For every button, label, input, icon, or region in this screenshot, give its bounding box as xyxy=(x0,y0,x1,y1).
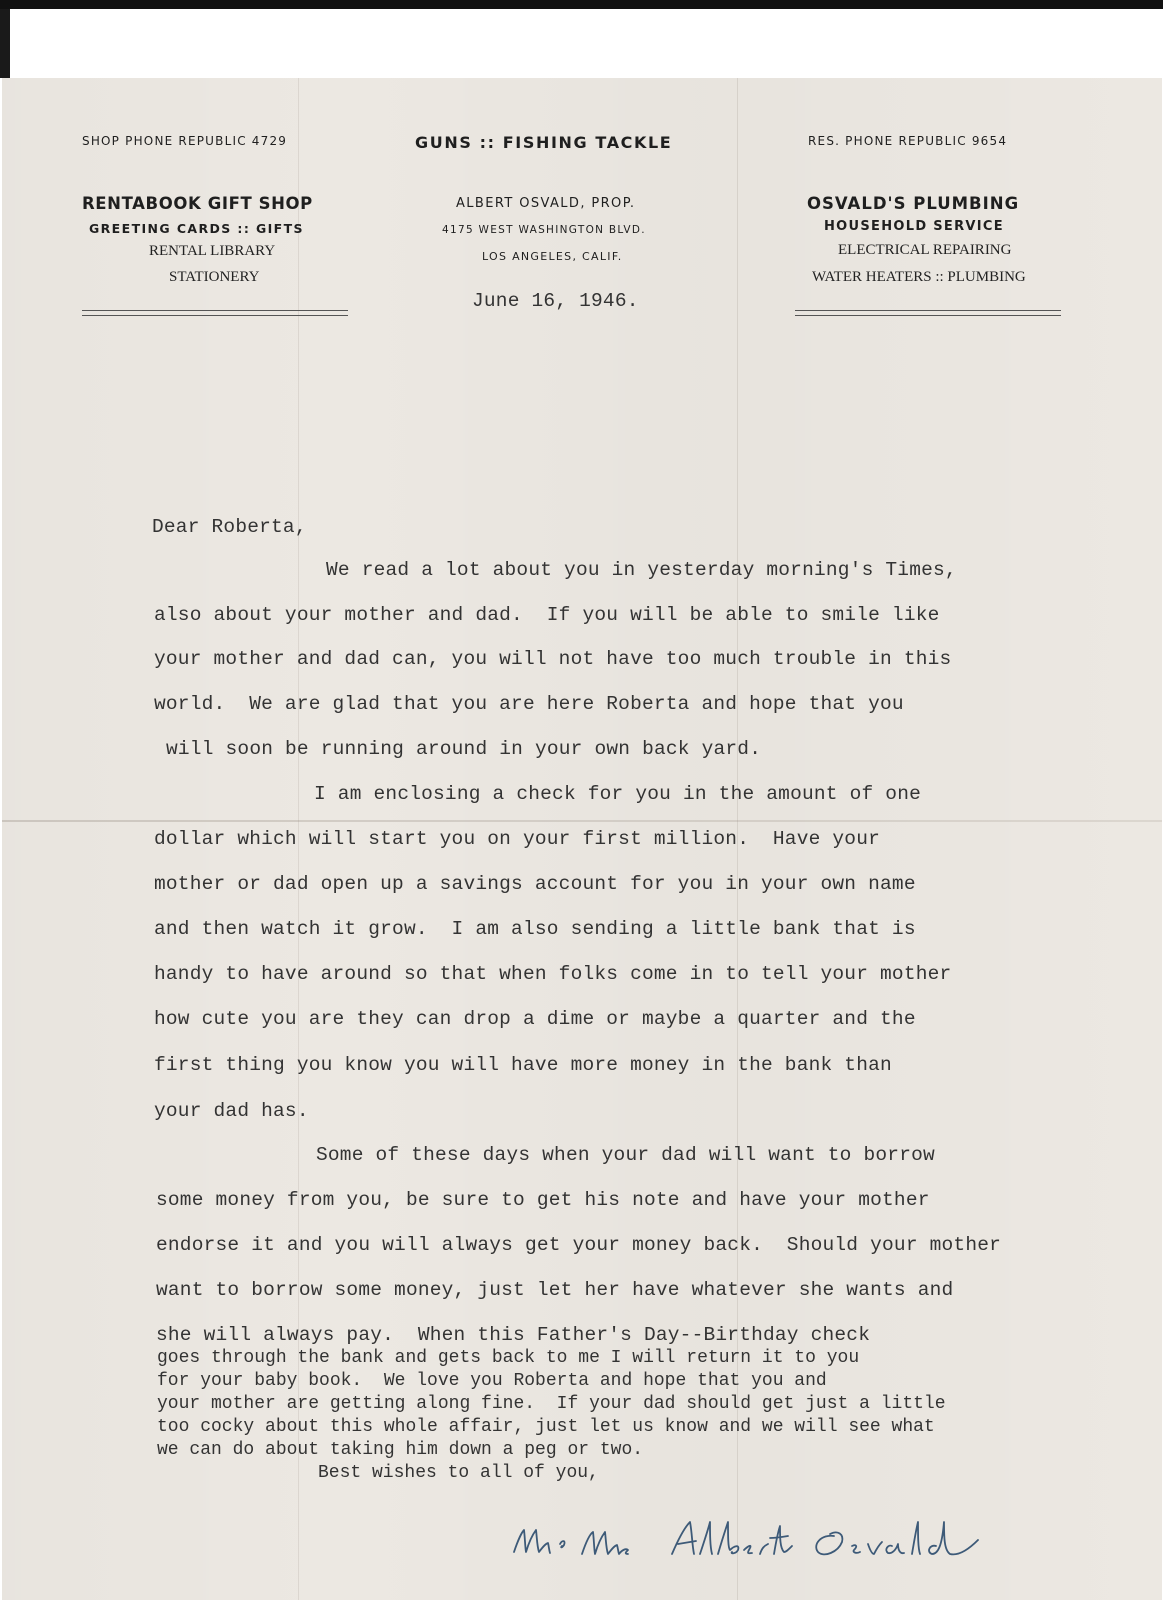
electrical-repairing: ELECTRICAL REPAIRING xyxy=(838,242,1012,258)
body-line: first thing you know you will have more money in the bank than xyxy=(154,1054,892,1076)
gift-shop-name: RENTABOOK GIFT SHOP xyxy=(82,194,313,213)
body-line: endorse it and you will always get your money back. Should your mother xyxy=(156,1234,1002,1256)
body-line: also about your mother and dad. If you will be able to smile like xyxy=(154,604,940,626)
body-line: she will always pay. When this Father's Day--Birthday check xyxy=(156,1324,871,1346)
shop-phone: SHOP PHONE REPUBLIC 4729 xyxy=(82,134,288,148)
gift-shop-services: GREETING CARDS :: GIFTS xyxy=(89,221,304,236)
body-line: will soon be running around in your own back yard. xyxy=(166,738,762,760)
household-service: HOUSEHOLD SERVICE xyxy=(824,219,1004,234)
street-address: 4175 WEST WASHINGTON BLVD. xyxy=(442,224,646,236)
proprietor-name: ALBERT OSVALD, PROP. xyxy=(456,196,636,211)
closing-line: Best wishes to all of you, xyxy=(318,1463,599,1483)
body-line: your mother and dad can, you will not have too much trouble in this xyxy=(154,648,952,670)
body-line: I am enclosing a check for you in the amount of one xyxy=(314,783,921,805)
body-line: We read a lot about you in yesterday morning's Times, xyxy=(326,559,957,581)
body-line: want to borrow some money, just let her have whatever she wants and xyxy=(156,1279,954,1301)
scan-top-margin xyxy=(0,0,1163,78)
stationery: STATIONERY xyxy=(169,269,260,285)
left-header-rule xyxy=(82,310,348,316)
body-line: Some of these days when your dad will want to borrow xyxy=(316,1144,935,1166)
body-line: mother or dad open up a savings account for you in your own name xyxy=(154,873,916,895)
letter-date: June 16, 1946. xyxy=(472,290,639,312)
body-line: too cocky about this whole affair, just let us know and we will see what xyxy=(157,1417,935,1437)
plumbing-name: OSVALD'S PLUMBING xyxy=(807,194,1020,213)
body-line: some money from you, be sure to get his note and have your mother xyxy=(156,1189,930,1211)
body-line: world. We are glad that you are here Roberta and hope that you xyxy=(154,693,904,715)
body-line: your dad has. xyxy=(154,1100,309,1122)
guns-fishing-tagline: GUNS :: FISHING TACKLE xyxy=(415,133,673,152)
city-address: LOS ANGELES, CALIF. xyxy=(482,250,623,263)
body-line: for your baby book. We love you Roberta and hope that you and xyxy=(157,1371,827,1391)
body-line: dollar which will start you on your first million. Have your xyxy=(154,828,881,850)
right-header-rule xyxy=(795,310,1061,316)
fold-crease-horizontal xyxy=(2,820,1162,822)
scan-edge-bar xyxy=(0,0,1163,9)
body-line: your mother are getting along fine. If your dad should get just a little xyxy=(157,1394,946,1414)
rental-library: RENTAL LIBRARY xyxy=(149,243,276,259)
body-line: and then watch it grow. I am also sending a little bank that is xyxy=(154,918,916,940)
body-line: we can do about taking him down a peg or two. xyxy=(157,1440,644,1460)
letter-page xyxy=(2,78,1162,1600)
salutation: Dear Roberta, xyxy=(152,516,307,538)
body-line: handy to have around so that when folks come in to tell your mother xyxy=(154,963,952,985)
body-line: how cute you are they can drop a dime or maybe a quarter and the xyxy=(154,1008,916,1030)
water-heaters-plumbing: WATER HEATERS :: PLUMBING xyxy=(812,269,1026,285)
handwritten-signature xyxy=(512,1510,992,1580)
residence-phone: RES. PHONE REPUBLIC 9654 xyxy=(808,134,1008,148)
scan-edge-shadow xyxy=(0,9,10,78)
body-line: goes through the bank and gets back to me I will return it to you xyxy=(157,1348,860,1368)
